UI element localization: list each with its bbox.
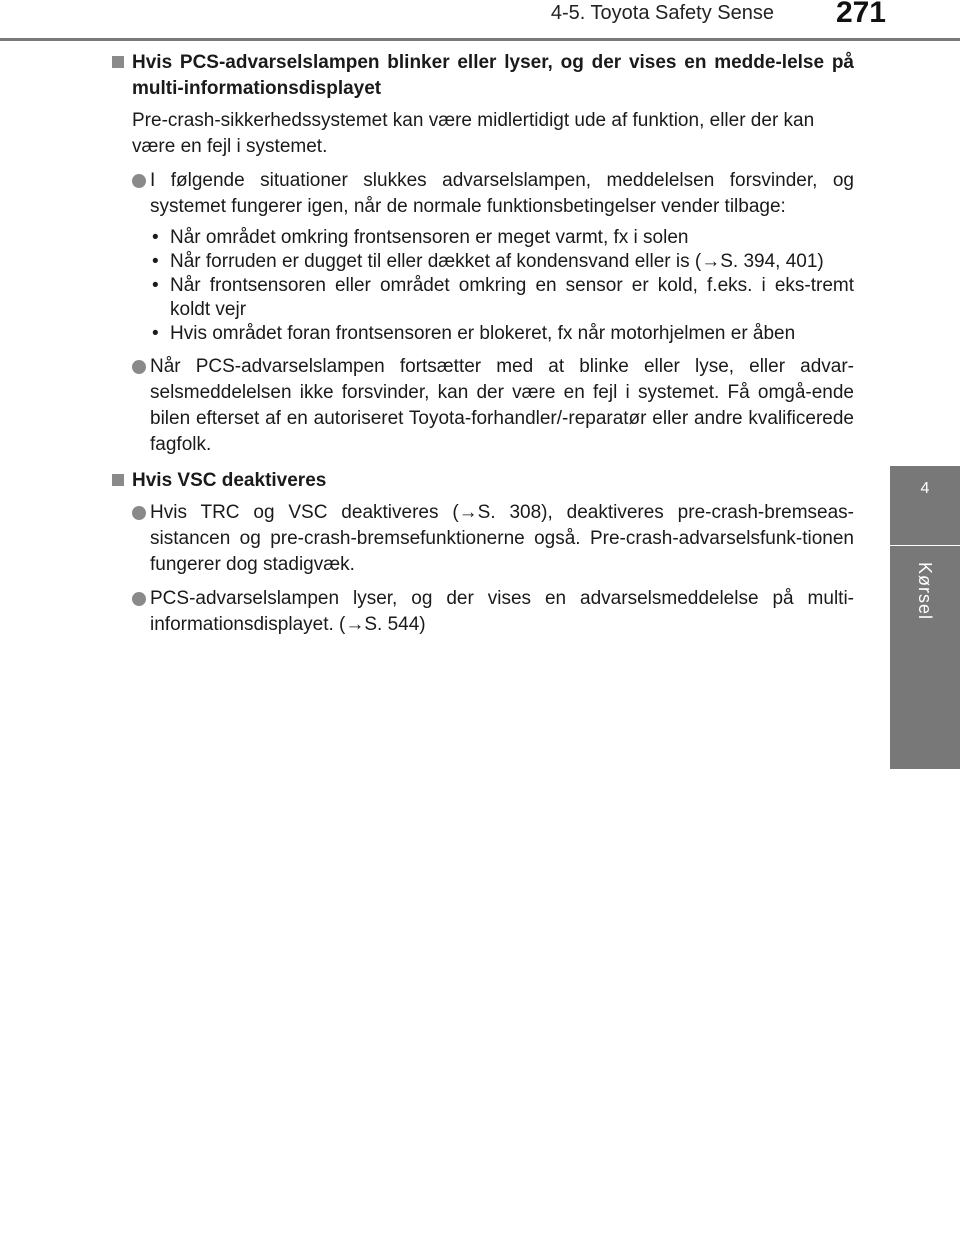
sub-list-item-text: Når forruden er dugget til eller dækket af kondensvand eller is (→S. 394, 401) <box>170 251 824 272</box>
sub-list <box>108 226 854 346</box>
sub-list-item-text: Når frontsensoren eller området omkring en sensor er kold, f.eks. i eks-tremt koldt vejr <box>170 275 854 320</box>
chapter-tab <box>890 466 960 769</box>
circle-bullet-icon <box>132 592 146 606</box>
list-item <box>108 354 854 458</box>
section-heading-text: Hvis VSC deaktiveres <box>132 470 327 491</box>
circle-bullet-icon <box>132 506 146 520</box>
sub-list-item-text: Hvis området foran frontsensoren er blokeret, fx når motorhjelmen er åben <box>170 323 796 344</box>
section-title: 4-5. Toyota Safety Sense <box>550 2 774 24</box>
square-bullet-icon <box>112 56 124 68</box>
dot-bullet-icon: • <box>152 227 159 248</box>
list-item-text: I følgende situationer slukkes advarselslampen, meddelelsen forsvinder, og systemet fungerer igen, når de normale funktionsbetingelser vender tilbage: <box>150 170 854 217</box>
sub-list-item-text: Når området omkring frontsensoren er meget varmt, fx i solen <box>170 227 689 248</box>
dot-bullet-icon: • <box>152 275 159 296</box>
section-heading-vsc <box>108 468 854 494</box>
chapter-label: Kørsel <box>915 562 935 621</box>
dot-bullet-icon: • <box>152 251 159 272</box>
sub-list-item <box>108 322 854 346</box>
list-item <box>108 586 854 638</box>
section-heading-pcs <box>108 50 854 102</box>
list-item <box>108 500 854 578</box>
dot-bullet-icon: • <box>152 323 159 344</box>
list-item-text: Hvis TRC og VSC deaktiveres (→S. 308), deaktiveres pre-crash-bremseas-sistancen og pre-crash-bremsefunktionerne også. Pre-crash-advarselsfunk-tionen fungerer dog stadigvæk. <box>150 502 854 575</box>
section-heading-text: Hvis PCS-advarselslampen blinker eller lyser, og der vises en medde-lelse på multi-informationsdisplayet <box>132 52 854 99</box>
sub-list-item <box>108 274 854 322</box>
list-item-text: PCS-advarselslampen lyser, og der vises en advarselsmeddelelse på multi-informationsdisplayet. (→S. 544) <box>150 588 854 635</box>
circle-bullet-icon <box>132 360 146 374</box>
tab-divider <box>890 545 960 546</box>
square-bullet-icon <box>112 474 124 486</box>
page-number: 271 <box>835 0 886 29</box>
chapter-number: 4 <box>920 480 930 497</box>
paragraph: Pre-crash-sikkerhedssystemet kan være midlertidigt ude af funktion, eller der kan være en fejl i systemet. <box>132 110 815 157</box>
header-divider <box>0 38 960 41</box>
page-content <box>108 50 854 646</box>
circle-bullet-icon <box>132 174 146 188</box>
list-item <box>108 168 854 220</box>
list-item-text: Når PCS-advarselslampen fortsætter med at blinke eller lyse, eller advar-selsmeddelelsen ikke forsvinder, kan der være en fejl i systemet. Få omgå-ende bilen efterset af en autoriseret Toyota-forhandler/-reparatør eller andre kvalificerede fagfolk. <box>150 356 854 455</box>
sub-list-item <box>108 250 854 274</box>
sub-list-item <box>108 226 854 250</box>
